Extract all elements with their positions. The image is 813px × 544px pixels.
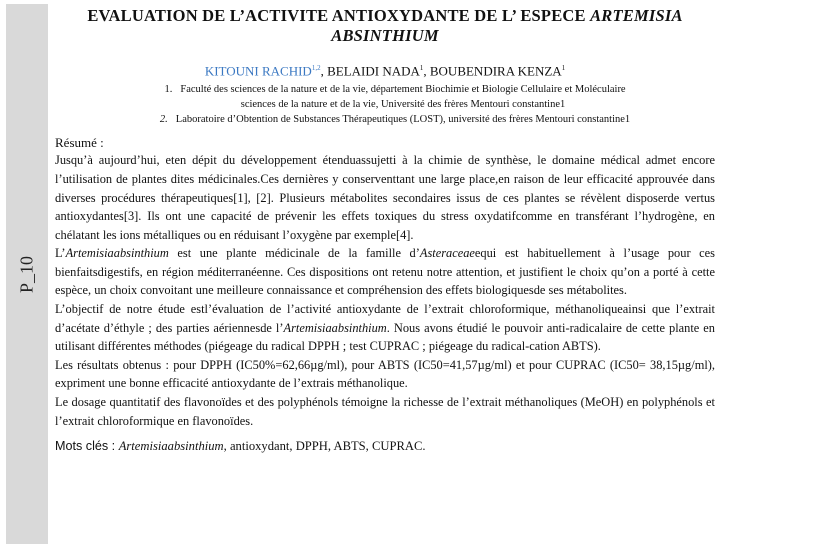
author-first-sup: 1,2 xyxy=(311,64,321,72)
author-first: KITOUNI RACHID xyxy=(204,63,312,79)
title-prefix: EVALUATION DE L’ACTIVITE ANTIOXYDANTE DE L’ ESPECE xyxy=(87,6,591,25)
title-line-1 xyxy=(55,6,715,26)
abstract-paragraph-1: Jusqu’à aujourd’hui, eten dépit du développement étenduassujetti à la chimie de synthèse, le domaine médical admet encore l’utilisation de plantes dites médicinales.Ces dernières y conserventtant une large place,en raison de leur efficacité approuvée dans diverses procédures thérapeutiques[1], [2]. Plusieurs métabolites secondaires issus de ces plantes se révèlent disposerde vertus antioxydantes[3]. Ils ont une capacité de prévenir les effets toxiques du stress oxydatifcomme en transférant l’hydrogène, en chélatant les ions métalliques ou en réduisant l’oxygène par exemple[4]. xyxy=(55,153,715,242)
author-third: , BOUBENDIRA KENZA xyxy=(423,63,562,79)
keywords xyxy=(55,437,715,455)
abstract-heading: Résumé : xyxy=(55,135,104,151)
title-italic-2: ABSINTHIUM xyxy=(331,26,439,45)
paper-content xyxy=(55,6,715,455)
text-run: L’ xyxy=(55,246,66,261)
affiliation-text xyxy=(180,82,625,112)
affiliation-line: Faculté des sciences de la nature et de la vie, département Biochimie et Biologie Cellulaire et Moléculaire xyxy=(180,84,626,96)
affiliation-1 xyxy=(55,82,715,112)
text-run: equi est habituellement à l’usage pour ces bienfaitsdigestifs, en région méditerranéenne. Ces dispositions ont retenu notre attention, et justifient le choix qu’on a porté à cette espèce, un choix convoitant une meilleure connaissance et compréhension des effets biologiquesde ses métabolites. xyxy=(55,246,715,298)
affiliation-number: 2. xyxy=(159,114,168,126)
abstract-paragraph-5: Le dosage quantitatif des flavonoïdes et des polyphénols témoigne la richesse de l’extrait méthanoliques (MeOH) en polyphénols et l’extrait chloroformique en flavonoïdes. xyxy=(55,395,715,428)
paper-title xyxy=(55,6,715,46)
keywords-rest: , antioxydant, DPPH, ABTS, CUPRAC. xyxy=(223,439,426,454)
title-italic-1: ARTEMISIA xyxy=(590,6,683,25)
affiliation-2 xyxy=(55,112,715,127)
author-second-sup: 1 xyxy=(419,64,424,72)
text-run: est une plante médicinale de la famille d’ xyxy=(168,246,420,261)
species-name: Artemisiaabsinthium xyxy=(283,320,387,335)
title-line-2 xyxy=(55,26,715,46)
text-run: . Nous avons étudié le pouvoir anti-radicalaire de cette plante en utilisant différentes méthodes (piégeage du radical DPPH ; test CUPRAC ; piégeage du radical-cation ABTS). xyxy=(55,320,715,354)
page-label: P_10 xyxy=(16,255,37,293)
author-list xyxy=(55,60,715,79)
keywords-species: Artemisiaabsinthium xyxy=(118,439,224,454)
author-second: , BELAIDI NADA xyxy=(320,63,420,79)
keywords-label: Mots clés : xyxy=(55,439,119,454)
affiliation-number: 1. xyxy=(164,84,173,96)
left-margin-band xyxy=(6,4,48,544)
affiliation-text: Laboratoire d’Obtention de Substances Thérapeutiques (LOST), université des frères Mentouri constantine1 xyxy=(175,114,631,126)
abstract-paragraph-2 xyxy=(55,244,715,300)
author-third-sup: 1 xyxy=(561,64,566,72)
abstract-paragraph-3 xyxy=(55,300,715,356)
abstract-paragraph-4: Les résultats obtenus : pour DPPH (IC50%=62,66µg/ml), pour ABTS (IC50=41,57µg/ml) et pour CUPRAC (IC50= 38,15µg/ml), expriment une bonne efficacité antioxydante de l’extrais méthanolique. xyxy=(55,357,715,391)
affiliation-line: sciences de la nature et de la vie, Université des frères Mentouri constantine1 xyxy=(240,99,566,111)
species-name: Artemisiaabsinthium xyxy=(65,246,169,261)
abstract-body xyxy=(55,151,715,430)
family-name: Asteraceae xyxy=(419,246,475,261)
text-run: L’objectif de notre étude estl’évaluation de l’activité antioxydante de l’extrait chloroformique, méthanoliqueainsi que l’extrait d’acétate d’éthyle ; des parties aériennesde l’ xyxy=(55,302,715,335)
affiliations xyxy=(55,82,715,127)
